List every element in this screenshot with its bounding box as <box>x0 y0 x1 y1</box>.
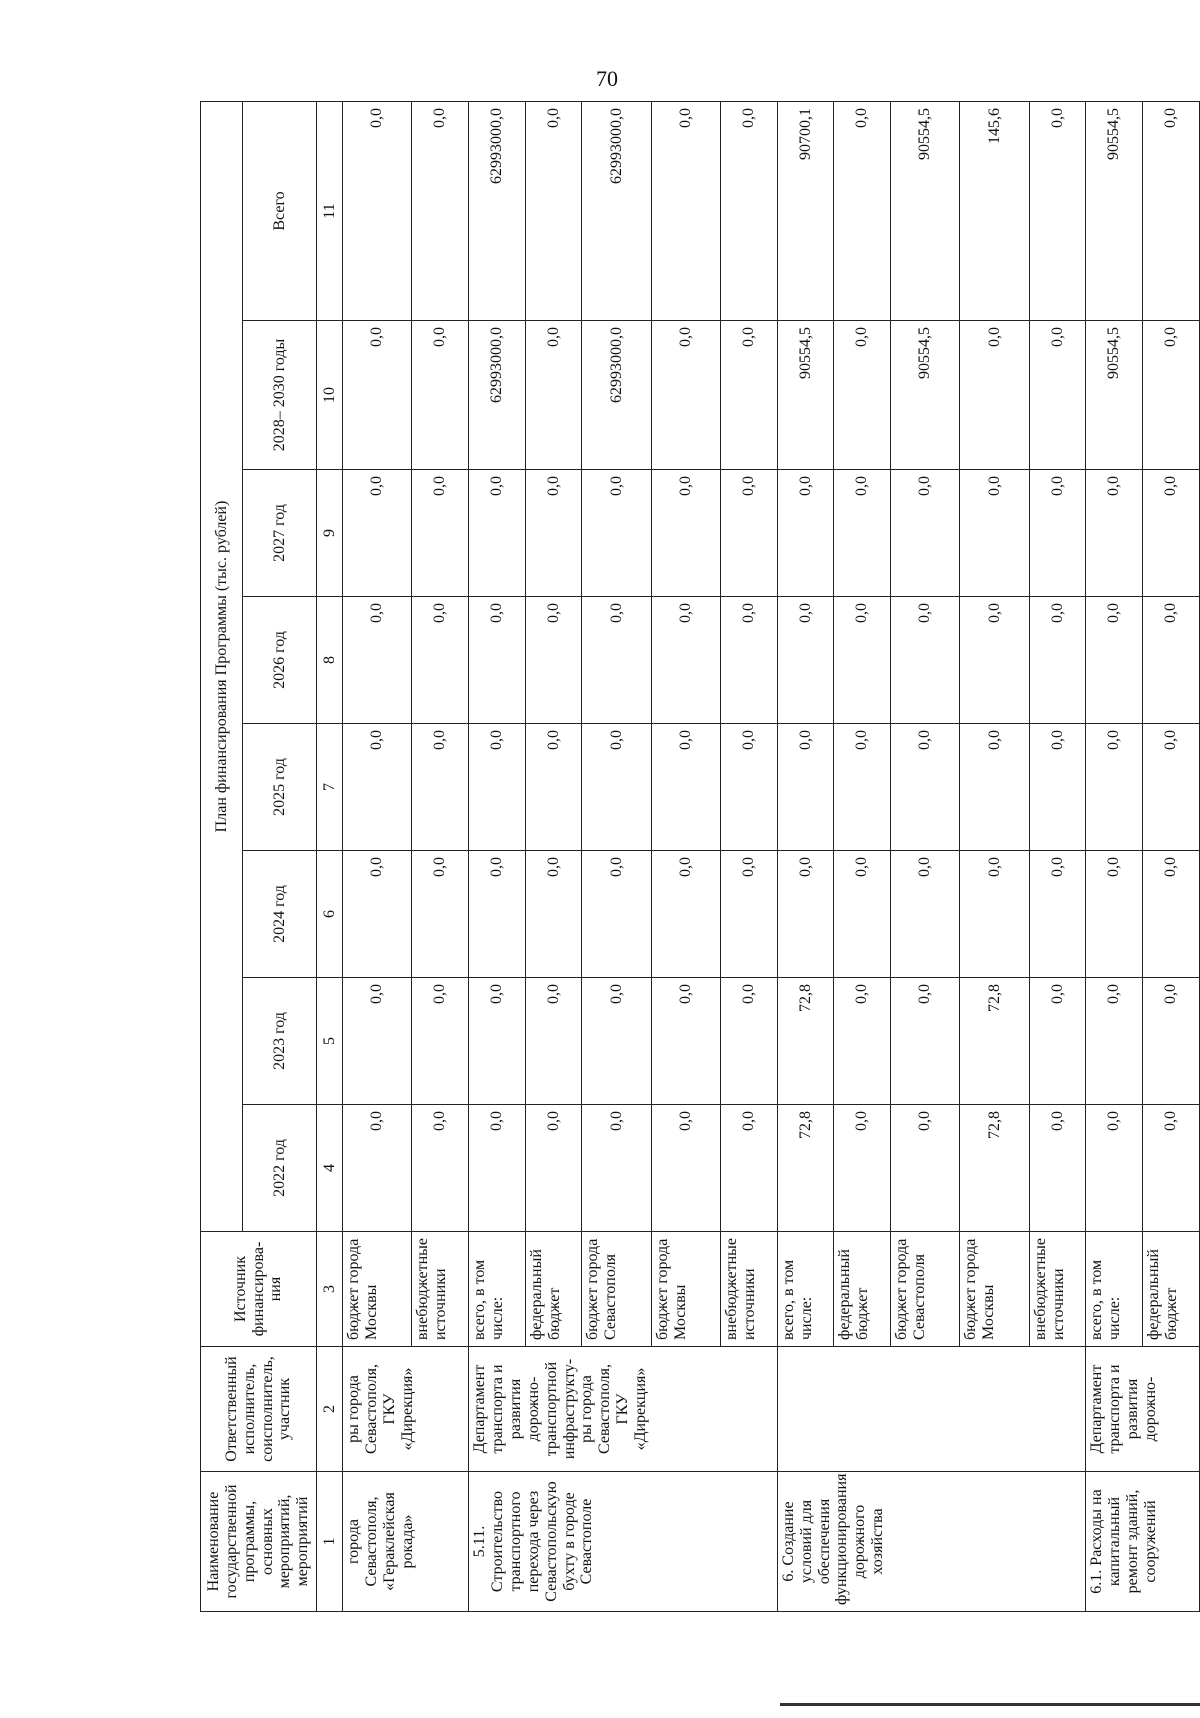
total-value-cell: 0,0 <box>721 101 778 320</box>
value-cell: 0,0 <box>469 978 526 1105</box>
value-cell: 0,0 <box>721 724 778 851</box>
column-number: 6 <box>317 851 343 978</box>
value-cell: 0,0 <box>1029 321 1086 470</box>
table-body <box>343 101 1200 1611</box>
value-cell: 0,0 <box>777 851 834 978</box>
value-cell: 0,0 <box>1029 597 1086 724</box>
value-cell: 0,0 <box>343 851 412 978</box>
program-name-cell: 6.1. Расходы на капитальный ремонт зданий, сооружений <box>1086 1472 1200 1612</box>
value-cell: 0,0 <box>469 851 526 978</box>
value-cell: 0,0 <box>582 851 651 978</box>
value-cell: 0,0 <box>834 724 891 851</box>
source-cell: бюджет города Севастополя <box>891 1232 960 1347</box>
value-cell: 0,0 <box>582 597 651 724</box>
value-cell: 0,0 <box>651 321 720 470</box>
value-cell: 72,8 <box>777 978 834 1105</box>
header-year: 2026 год <box>243 597 317 724</box>
value-cell: 0,0 <box>834 470 891 597</box>
value-cell: 0,0 <box>582 978 651 1105</box>
header-total: Всего <box>243 101 317 320</box>
value-cell: 0,0 <box>1143 1105 1200 1232</box>
value-cell: 0,0 <box>777 470 834 597</box>
value-cell: 0,0 <box>412 978 469 1105</box>
value-cell: 0,0 <box>525 724 582 851</box>
executor-cell: Департамент транспорта и развития дорожно- <box>1086 1347 1200 1472</box>
value-cell: 0,0 <box>1086 978 1143 1105</box>
total-value-cell: 90700,1 <box>777 101 834 320</box>
value-cell: 0,0 <box>891 470 960 597</box>
value-cell: 0,0 <box>651 1105 720 1232</box>
value-cell: 0,0 <box>469 470 526 597</box>
value-cell: 72,8 <box>960 978 1029 1105</box>
column-number: 4 <box>317 1105 343 1232</box>
total-value-cell: 90554,5 <box>891 101 960 320</box>
value-cell: 0,0 <box>525 1105 582 1232</box>
source-cell: внебюджетные источники <box>721 1232 778 1347</box>
executor-cell: ры города Севастополя, ГКУ «Дирекция» <box>343 1347 469 1472</box>
source-cell: внебюджетные источники <box>1029 1232 1086 1347</box>
value-cell: 72,8 <box>777 1105 834 1232</box>
value-cell: 0,0 <box>1143 597 1200 724</box>
column-number: 2 <box>317 1347 343 1472</box>
value-cell: 0,0 <box>721 597 778 724</box>
value-cell: 0,0 <box>891 1105 960 1232</box>
table-row <box>777 101 834 1611</box>
financing-table <box>200 101 1200 1612</box>
total-value-cell: 0,0 <box>651 101 720 320</box>
source-cell: всего, в том числе: <box>777 1232 834 1347</box>
header-source: Источник финансирова- ния <box>201 1232 317 1347</box>
value-cell: 0,0 <box>834 978 891 1105</box>
total-value-cell: 62993000,0 <box>582 101 651 320</box>
value-cell: 0,0 <box>525 470 582 597</box>
value-cell: 0,0 <box>721 851 778 978</box>
total-value-cell: 0,0 <box>412 101 469 320</box>
value-cell: 0,0 <box>891 978 960 1105</box>
bottom-rule <box>780 1703 1200 1706</box>
total-value-cell: 0,0 <box>834 101 891 320</box>
value-cell: 0,0 <box>343 724 412 851</box>
source-cell: внебюджетные источники <box>412 1232 469 1347</box>
value-cell: 0,0 <box>469 724 526 851</box>
value-cell: 0,0 <box>412 470 469 597</box>
value-cell: 0,0 <box>721 978 778 1105</box>
value-cell: 0,0 <box>525 978 582 1105</box>
total-value-cell: 62993000,0 <box>469 101 526 320</box>
value-cell: 0,0 <box>1086 1105 1143 1232</box>
value-cell: 0,0 <box>651 597 720 724</box>
value-cell: 0,0 <box>777 597 834 724</box>
program-name-cell: города Севастополя, «Гераклейская рокада» <box>343 1472 469 1612</box>
header-year: 2027 год <box>243 470 317 597</box>
value-cell: 0,0 <box>1029 1105 1086 1232</box>
value-cell: 0,0 <box>1143 321 1200 470</box>
source-cell: федеральный бюджет <box>1143 1232 1200 1347</box>
value-cell: 0,0 <box>834 597 891 724</box>
total-value-cell: 0,0 <box>1029 101 1086 320</box>
column-number: 1 <box>317 1472 343 1612</box>
column-number: 7 <box>317 724 343 851</box>
value-cell: 0,0 <box>1086 851 1143 978</box>
source-cell: всего, в том числе: <box>1086 1232 1143 1347</box>
value-cell: 0,0 <box>891 597 960 724</box>
total-value-cell: 0,0 <box>1143 101 1200 320</box>
value-cell: 0,0 <box>1086 470 1143 597</box>
value-cell: 0,0 <box>412 724 469 851</box>
source-cell: федеральный бюджет <box>834 1232 891 1347</box>
value-cell: 0,0 <box>582 724 651 851</box>
value-cell: 0,0 <box>1143 724 1200 851</box>
value-cell: 0,0 <box>834 1105 891 1232</box>
value-cell: 0,0 <box>412 1105 469 1232</box>
table-row <box>1086 101 1143 1611</box>
total-value-cell: 145,6 <box>960 101 1029 320</box>
executor-cell: Департамент транспорта и развития дорожно- транспортной инфраструкту- ры города Севастополя, ГКУ «Дирекция» <box>469 1347 778 1472</box>
total-value-cell: 90554,5 <box>1086 101 1143 320</box>
value-cell: 0,0 <box>1029 851 1086 978</box>
header-year: 2023 год <box>243 978 317 1105</box>
column-number: 8 <box>317 597 343 724</box>
value-cell: 0,0 <box>1143 851 1200 978</box>
value-cell: 0,0 <box>1029 724 1086 851</box>
value-cell: 0,0 <box>834 321 891 470</box>
value-cell: 90554,5 <box>891 321 960 470</box>
value-cell: 0,0 <box>1029 978 1086 1105</box>
table-row <box>343 101 412 1611</box>
value-cell: 0,0 <box>960 724 1029 851</box>
value-cell: 0,0 <box>1029 470 1086 597</box>
column-number: 3 <box>317 1232 343 1347</box>
value-cell: 0,0 <box>1143 978 1200 1105</box>
source-cell: федеральный бюджет <box>525 1232 582 1347</box>
value-cell: 0,0 <box>412 321 469 470</box>
value-cell: 0,0 <box>960 597 1029 724</box>
column-number: 11 <box>317 101 343 320</box>
source-cell: всего, в том числе: <box>469 1232 526 1347</box>
column-number: 9 <box>317 470 343 597</box>
value-cell: 0,0 <box>412 597 469 724</box>
value-cell: 0,0 <box>469 597 526 724</box>
value-cell: 0,0 <box>1143 470 1200 597</box>
value-cell: 0,0 <box>834 851 891 978</box>
column-number: 10 <box>317 321 343 470</box>
value-cell: 62993000,0 <box>469 321 526 470</box>
value-cell: 0,0 <box>582 470 651 597</box>
source-cell: бюджет города Севастополя <box>582 1232 651 1347</box>
value-cell: 0,0 <box>343 470 412 597</box>
value-cell: 0,0 <box>343 978 412 1105</box>
source-cell: бюджет города Москвы <box>651 1232 720 1347</box>
table-row <box>469 101 526 1611</box>
value-cell: 0,0 <box>651 724 720 851</box>
total-value-cell: 0,0 <box>525 101 582 320</box>
source-cell: бюджет города Москвы <box>343 1232 412 1347</box>
rotated-table-wrapper <box>200 102 1200 1612</box>
value-cell: 0,0 <box>525 597 582 724</box>
value-cell: 0,0 <box>960 470 1029 597</box>
value-cell: 0,0 <box>582 1105 651 1232</box>
value-cell: 90554,5 <box>777 321 834 470</box>
value-cell: 62993000,0 <box>582 321 651 470</box>
value-cell: 0,0 <box>525 851 582 978</box>
program-name-cell: 6. Создание условий для обеспечения функционирования дорожного хозяйства <box>777 1472 1086 1612</box>
value-cell: 0,0 <box>960 321 1029 470</box>
total-value-cell: 0,0 <box>343 101 412 320</box>
header-program-name: Наименование государственной программы, основных мероприятий, мероприятий <box>201 1472 317 1612</box>
column-number: 5 <box>317 978 343 1105</box>
value-cell: 0,0 <box>343 597 412 724</box>
value-cell: 0,0 <box>469 1105 526 1232</box>
value-cell: 0,0 <box>1086 597 1143 724</box>
value-cell: 0,0 <box>651 470 720 597</box>
value-cell: 0,0 <box>343 1105 412 1232</box>
value-cell: 0,0 <box>525 321 582 470</box>
value-cell: 0,0 <box>343 321 412 470</box>
value-cell: 0,0 <box>412 851 469 978</box>
value-cell: 0,0 <box>891 851 960 978</box>
program-name-cell: 5.11. Строительство транспортного перехода через Севастопольскую бухту в городе Севастополе <box>469 1472 778 1612</box>
value-cell: 0,0 <box>777 724 834 851</box>
page-number: 70 <box>596 66 618 91</box>
header-year: 2025 год <box>243 724 317 851</box>
value-cell: 0,0 <box>721 321 778 470</box>
value-cell: 90554,5 <box>1086 321 1143 470</box>
executor-cell <box>777 1347 1086 1472</box>
value-cell: 72,8 <box>960 1105 1029 1232</box>
value-cell: 0,0 <box>651 978 720 1105</box>
header-year: 2028– 2030 годы <box>243 321 317 470</box>
header-year: 2022 год <box>243 1105 317 1232</box>
value-cell: 0,0 <box>891 724 960 851</box>
value-cell: 0,0 <box>1086 724 1143 851</box>
source-cell: бюджет города Москвы <box>960 1232 1029 1347</box>
header-financing-plan: План финансирования Программы (тыс. рублей) <box>201 101 243 1231</box>
value-cell: 0,0 <box>721 1105 778 1232</box>
header-year: 2024 год <box>243 851 317 978</box>
header-executor: Ответственный исполнитель, соисполнитель, участник <box>201 1347 317 1472</box>
value-cell: 0,0 <box>721 470 778 597</box>
value-cell: 0,0 <box>960 851 1029 978</box>
value-cell: 0,0 <box>651 851 720 978</box>
